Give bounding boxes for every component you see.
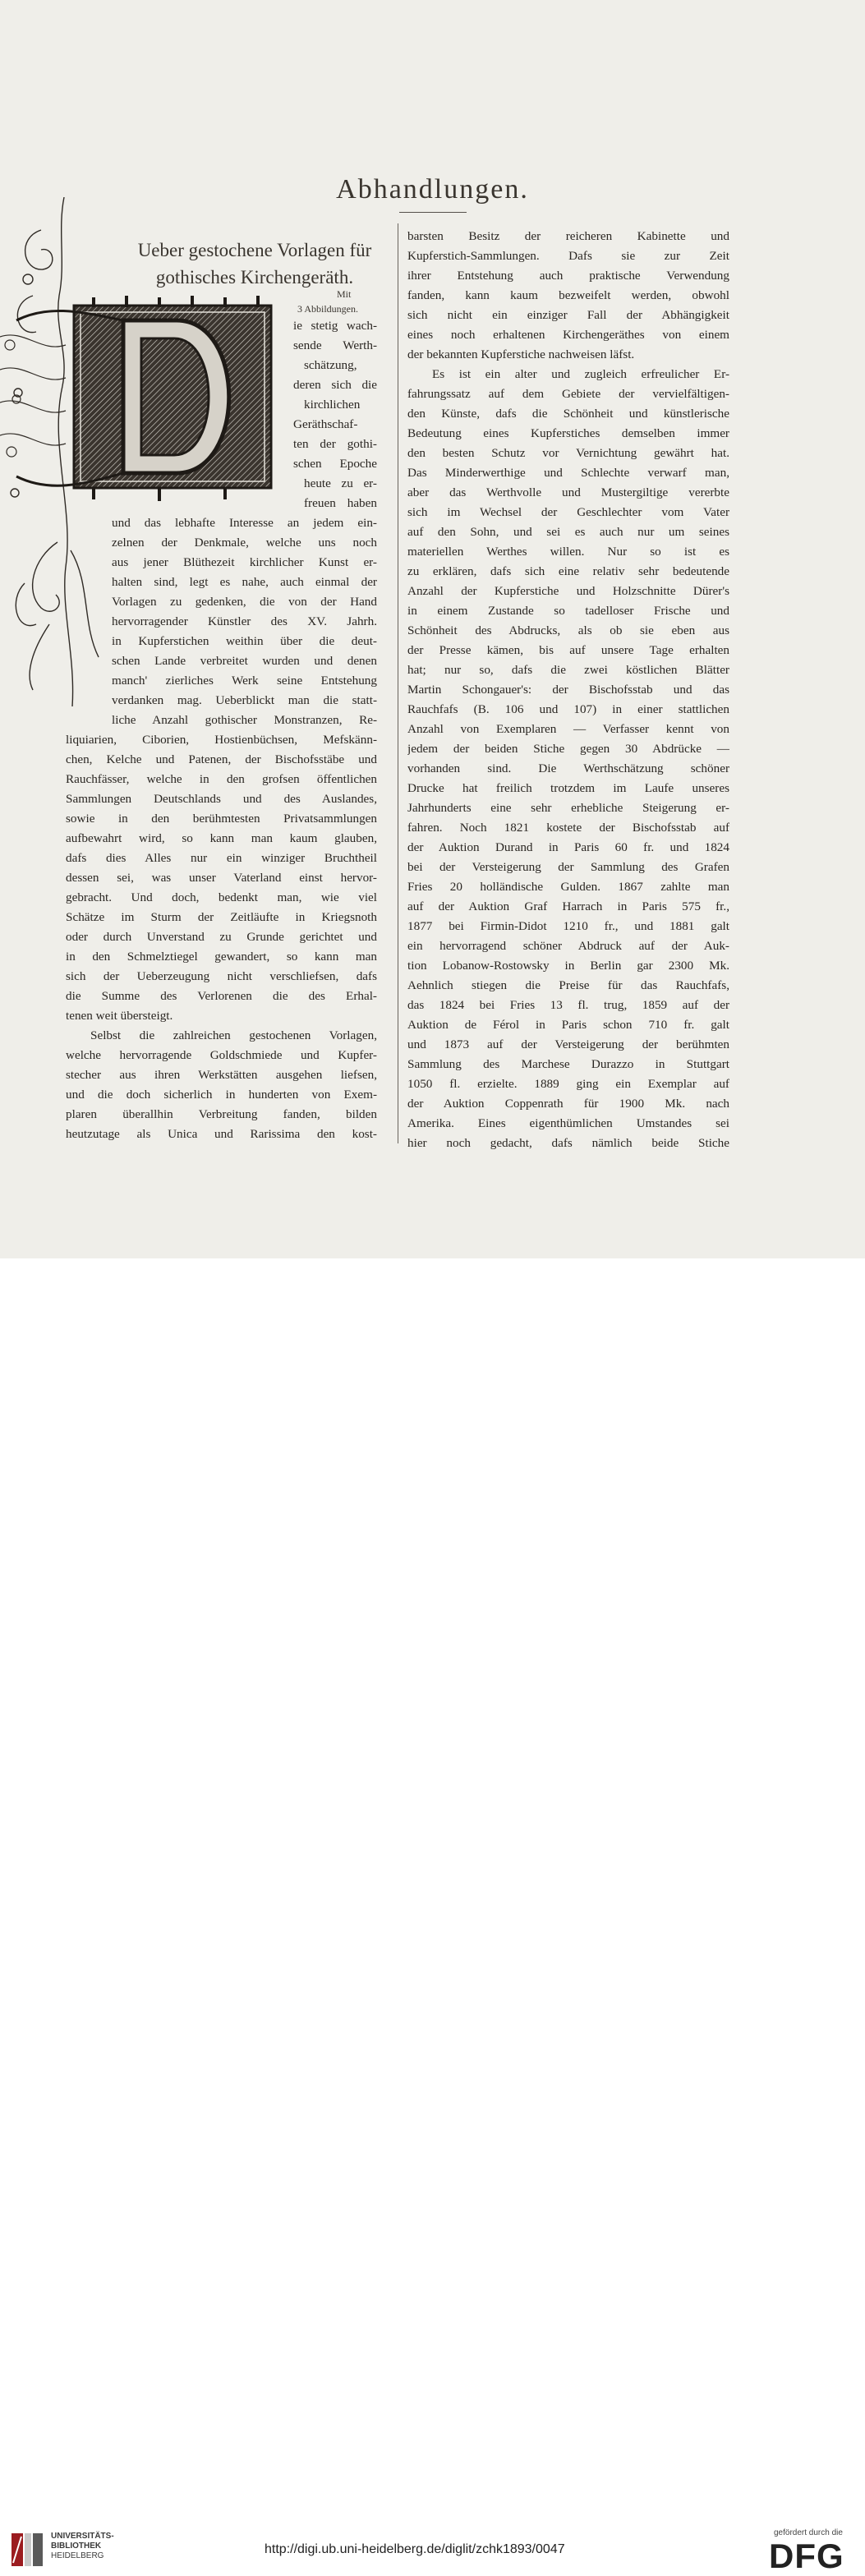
text-line: Bedeutung eines Kupferstiches demselben immer (407, 426, 729, 440)
text-line: verdanken mag. Ueberblickt man die statt- (112, 693, 377, 707)
text-line: den besten Schutz vor Vernichtung gewährt hat. (407, 446, 729, 460)
text-line: zelnen der Denkmale, welche uns noch (112, 536, 377, 550)
text-line: ein hervorragend schöner Abdruck auf der Auk- (407, 939, 729, 953)
text-line: aus jener Blüthezeit kirchlicher Kunst er- (112, 555, 377, 569)
text-line: jedem der beiden Stiche gegen 30 Abdrücke — (407, 742, 729, 756)
text-line: fanden, kann kaum bezweifelt werden, obwohl (407, 288, 729, 302)
text-line: heutzutage als Unica und Rarissima den kost- (66, 1127, 377, 1141)
page-title: Abhandlungen. (336, 174, 529, 205)
text-line: dessen sei, was unser Vaterland einst hervor- (66, 871, 377, 885)
text-line: Sammlung des Marchese Durazzo in Stuttgart (407, 1057, 729, 1071)
text-line: Anzahl der Kupferstiche und Holzschnitte Dürer's (407, 584, 729, 598)
article-title (115, 237, 394, 291)
text-line: eines noch erhaltenen Kirchengeräthes von einem (407, 328, 729, 342)
text-line: manch' zierliches Werk seine Entstehung (112, 674, 377, 688)
illustration-note-mit: Mit (337, 288, 352, 300)
text-line: sich der Ueberzeugung nicht verschliefsen, dafs (66, 969, 377, 983)
text-line: Vorlagen zu gedenken, die von der Hand (112, 595, 377, 609)
text-line: der Auktion Durand in Paris 60 fr. und 1824 (407, 840, 729, 854)
text-line: Amerika. Eines eigenthümlichen Umstandes sei (407, 1116, 729, 1130)
text-line: vorhanden sind. Die Werthschätzung schöner (407, 761, 729, 775)
text-line: Aehnlich stiegen die Preise für das Rauchfafs, (407, 978, 729, 992)
text-line: ten der gothi- (293, 437, 377, 451)
text-line: schen Lande verbreitet wurden und denen (112, 654, 377, 668)
text-line: auf der Auktion Graf Harrach in Paris 575 fr., (407, 899, 729, 913)
article-title-line-1: Ueber gestochene Vorlagen für (137, 240, 372, 260)
text-line: ie stetig wach- (293, 319, 377, 333)
text-line: ihrer Entstehung auch praktische Verwendung (407, 269, 729, 283)
text-line: fahren. Noch 1821 kostete der Bischofsstab auf (407, 821, 729, 835)
text-line: tion Lobanow-Rostowsky in Berlin gar 2300 Mk. (407, 959, 729, 973)
text-line: aufbewahrt wird, so kann man kaum glauben, (66, 831, 377, 845)
ub-name-line-2: BIBLIOTHEK (51, 2542, 102, 2551)
text-line: oder durch Unverstand zu Grunde gerichtet und (66, 930, 377, 944)
text-line: sende Werth- (293, 338, 377, 352)
text-line: deren sich die (293, 378, 377, 392)
ub-name-line-1: UNIVERSITÄTS- (51, 2532, 114, 2541)
text-line: der Presse kämen, bis auf unsere Tage erhalten (407, 643, 729, 657)
text-line: den Künste, dafs die Schönheit und künstlerische (407, 407, 729, 421)
text-line: Fries 20 holländische Gulden. 1867 zahlte man (407, 880, 729, 894)
text-line: Kupferstich-Sammlungen. Dafs sie zur Zeit (407, 249, 729, 263)
text-line: sich nicht ein einziger Fall der Abhängigkeit (407, 308, 729, 322)
text-line: Sammlungen Deutschlands und des Auslandes, (66, 792, 377, 806)
text-line: hervorragender Künstler des XV. Jahrh. (112, 614, 377, 628)
university-library-name (51, 2532, 114, 2561)
text-line: Jahrhunderts eine sehr erhebliche Steigerung er- (407, 801, 729, 815)
footer-bar (0, 1258, 865, 2575)
text-line: barsten Besitz der reicheren Kabinette und (407, 229, 729, 243)
text-line: Rauchfafs (B. 106 und 107) in einer stattlichen (407, 702, 729, 716)
text-line: Schönheit des Abdrucks, als ob sie eben aus (407, 623, 729, 637)
text-line: in den Schmelztiegel gewandert, so kann man (66, 950, 377, 964)
university-library-logo-icon (10, 2530, 44, 2569)
text-line: sowie in den berühmtesten Privatsammlungen (66, 812, 377, 826)
text-line: die Summe des Verlorenen die des Erhal- (66, 989, 377, 1003)
text-line: der Auktion Coppenrath für 1900 Mk. nach (407, 1097, 729, 1111)
text-line: Das Minderwerthige und Schlechte verwarf man, (407, 466, 729, 480)
text-line: schätzung, (304, 358, 357, 372)
dfg-logo: DFG (769, 2537, 844, 2575)
text-line: kirchlichen (304, 398, 361, 412)
text-line: und das lebhafte Interesse an jedem ein- (112, 516, 377, 530)
text-line: dafs dies Alles nur ein winziger Bruchtheil (66, 851, 377, 865)
text-line: schen Epoche (293, 457, 377, 471)
illustration-note-count: 3 Abbildungen. (297, 303, 358, 315)
text-line: tenen weit übersteigt. (66, 1009, 173, 1023)
text-line: chen, Kelche und Patenen, der Bischofsstäbe und (66, 752, 377, 766)
text-line: Anzahl von Exemplaren — Verfasser kennt von (407, 722, 729, 736)
text-line: aber das Werthvolle und Mustergiltige vererbte (407, 485, 729, 499)
text-line: welche hervorragende Goldschmiede und Kupfer- (66, 1048, 377, 1062)
text-line: in einem Zustande so tadelloser Frische und (407, 604, 729, 618)
text-line: zu erklären, dafs sich eine relativ sehr bedeutende (407, 564, 729, 578)
title-rule (399, 212, 467, 213)
text-line: der bekannten Kupferstiche nachweisen läfst. (407, 347, 635, 361)
text-line: Es ist ein alter und zugleich erfreulicher Er- (432, 367, 729, 381)
text-line: freuen haben (304, 496, 377, 510)
text-line: bei der Versteigerung der Sammlung des Grafen (407, 860, 729, 874)
sponsor-label: gefördert durch die (774, 2528, 843, 2537)
text-line: und die doch sicherlich in hunderten von Exem- (66, 1088, 377, 1102)
text-line: halten sind, legt es nahe, auch einmal der (112, 575, 377, 589)
ornamental-initial-d-icon (0, 288, 292, 509)
ub-name-line-3: HEIDELBERG (51, 2551, 104, 2560)
permalink-url[interactable]: http://digi.ub.uni-heidelberg.de/diglit/zchk1893/0047 (265, 2542, 565, 2556)
text-line: und 1873 auf der Versteigerung der berühmten (407, 1037, 729, 1051)
text-line: plaren überallhin Verbreitung fanden, bilden (66, 1107, 377, 1121)
text-line: Geräthschaf- (293, 417, 358, 431)
text-line: 1877 bei Firmin-Didot 1210 fr., und 1881 galt (407, 919, 729, 933)
article-title-line-2: gothisches Kirchengeräth. (155, 267, 354, 288)
text-line: sich im Wechsel der Geschlechter vom Vater (407, 505, 729, 519)
text-line: hier noch gedacht, dafs nämlich beide Stiche (407, 1136, 729, 1150)
text-line: hat; nur so, dafs die zwei köstlichen Blätter (407, 663, 729, 677)
text-line: 1050 fl. erzielte. 1889 ging ein Exemplar auf (407, 1077, 729, 1091)
text-line: Auktion de Férol in Paris schon 710 fr. galt (407, 1018, 729, 1032)
text-line: das 1824 bei Fries 13 fl. trug, 1859 auf der (407, 998, 729, 1012)
text-line: liche Anzahl gothischer Monstranzen, Re- (112, 713, 377, 727)
scanned-page (0, 0, 865, 1258)
text-line: Rauchfässer, welche in den grofsen öffentlichen (66, 772, 377, 786)
text-line: Schätze im Sturm der Zeitläufte in Kriegsnoth (66, 910, 377, 924)
text-line: Martin Schongauer's: der Bischofsstab und das (407, 683, 729, 697)
text-line: stecher aus ihren Werkstätten ausgehen liefsen, (66, 1068, 377, 1082)
text-line: materiellen Werthes willen. Nur so ist es (407, 545, 729, 559)
text-line: Selbst die zahlreichen gestochenen Vorlagen, (90, 1028, 377, 1042)
text-line: Drucke hat freilich trotzdem im Laufe unseres (407, 781, 729, 795)
text-line: auf den Sohn, und sei es auch nur um seines (407, 525, 729, 539)
text-line: heute zu er- (304, 476, 377, 490)
text-line: fahrungssatz auf dem Gebiete der vervielfältigen- (407, 387, 729, 401)
text-line: gebracht. Und doch, bedenkt man, wie viel (66, 890, 377, 904)
text-line: in Kupferstichen weithin über die deut- (112, 634, 377, 648)
text-line: liquiarien, Ciborien, Hostienbüchsen, Mefskänn- (66, 733, 377, 747)
